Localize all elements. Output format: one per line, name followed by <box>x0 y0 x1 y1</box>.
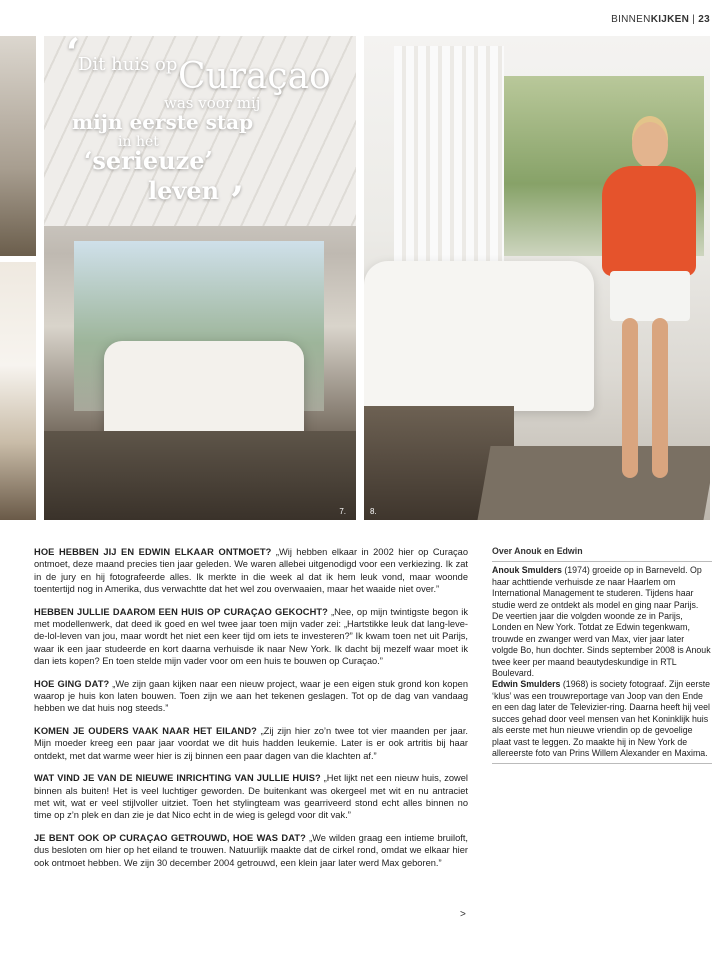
quote-part-6: ‘serieuze’ <box>84 146 213 175</box>
section-name-bold: KIJKEN <box>650 14 690 25</box>
interview-question: HOE HEBBEN JIJ EN EDWIN ELKAAR ONTMOET? <box>34 547 272 557</box>
woman-white-shorts <box>610 271 690 321</box>
interview-answer: „Het lijkt net een nieuw huis, zowel binnen als buiten! Het is veel luchtiger geworden. De buitenkant was okergeel met wit en nu antraciet met wit, wat er veel stijlvoller uitziet. Toen het stylingteam was gearriveerd stond echt alles binnen no time op z’n plek en dan zie je dat Nico echt in de wieg is gelegd voor dit vak.” <box>34 773 468 821</box>
interview-question: HEBBEN JULLIE DAAROM EEN HUIS OP CURAÇAO GEKOCHT? <box>34 606 328 617</box>
grey-rug <box>477 446 710 520</box>
qa-block <box>34 678 468 715</box>
strip-top-image <box>0 36 36 256</box>
interview-answer: „Zij zijn hier zo’n twee tot vier maanden per jaar. Mijn moeder kreeg een paar jaar voordat we dit huis hadden leukemie. Later is er ook artritis bij haar ontdekt, met dat warme weer hier is zij binnen een paar dagen van die klachten af.” <box>34 725 468 761</box>
quote-part-4: mijn eerste stap <box>72 110 254 134</box>
interview-article <box>34 546 468 879</box>
interview-answer: „Nee, op mijn twintigste begon ik met modellenwerk, dat deed ik goed en wel twee jaar toen mijn vader zei: „Hartstikke leuk dat lang-leve-de-lol-leven van jou, maar wordt het niet een keer tijd om iets te investeren?” Ik kwam toen net uit Parijs, waar ik een jaar studeerde en kort daarna verhuisde ik naar New York. Ik dacht bij mezelf waar moet ik dan iets kopen? En toen stelde mijn vader voor om een huis te bouwen op Curaçao.” <box>34 606 468 667</box>
sidebar-divider <box>492 561 712 562</box>
edwin-bio <box>492 679 712 759</box>
page-number: 23 <box>698 14 710 25</box>
quote-close-mark: ’ <box>230 178 244 225</box>
dark-sofa <box>44 431 356 520</box>
strip-bottom-image <box>0 262 36 520</box>
woman-leg-left <box>622 318 638 478</box>
sidebar-title: Over Anouk en Edwin <box>492 546 583 556</box>
white-sofa <box>364 261 594 411</box>
info-sidebar <box>492 546 712 764</box>
anouk-name: Anouk Smulders <box>492 565 562 576</box>
qa-block <box>34 832 468 869</box>
interview-answer: „We zijn gaan kijken naar een nieuw project, waar je een eigen stuk grond kon kopen waarop je huis kon laten bouwen. Toen zijn we aan het tekenen geslagen. Tot op de dag van vandaag hebben we dat huis nog steeds.” <box>34 678 468 714</box>
section-name-light: BINNEN <box>611 14 651 25</box>
edwin-text: (1968) is society fotograaf. Zijn eerste ‘klus’ was een trouwreportage van Joop van den Ende en een dag later de Televizier-ring. Daarna heeft hij veel succes gehad door veel mensen van het Koninklijk huis als eerste met hun nieuwe vriendin op de gevoelige plaat vast te leggen. Zo maakte hij in New York de allereerste foto van Prins Willem Alexander en Maxima. <box>492 679 711 758</box>
edwin-name: Edwin Smulders <box>492 679 561 690</box>
woman-orange-top <box>602 166 696 276</box>
quote-part-2: Curaçao <box>178 56 331 97</box>
anouk-bio <box>492 565 712 679</box>
header-separator: | <box>692 14 696 25</box>
interview-answer: „We wilden graag een intieme bruiloft, dus besloten om hier op het eiland te trouwen. Natuurlijk maakte dat de cirkel rond, omdat we elkaar hier ook ontmoet hebben. We zijn 30 december 2004 getrouwd, een klein jaar later werd Max geboren.” <box>34 832 468 868</box>
interview-question: WAT VIND JE VAN DE NIEUWE INRICHTING VAN JULLIE HUIS? <box>34 773 321 784</box>
quote-part-5: in het <box>118 134 159 150</box>
photo-number-7: 7. <box>339 507 346 516</box>
veranda-photo <box>364 36 710 520</box>
quote-part-7: leven <box>148 176 220 205</box>
quote-part-3: was voor mij <box>164 94 261 112</box>
interview-answer: „Wij hebben elkaar in 2002 hier op Curaçao ontmoet, deze maand precies tien jaar geleden. We waren allebei uitgenodigd voor een verkiezing. Ik zat in de jury en hij fotografeerde alles. Ik merkte in die week al dat ik hem leuk vond, maar woonde toentertijd nog in Amerika, dus verwachtte dat het wel zou overwaaien, maar het waaide niet over.” <box>34 547 468 595</box>
interview-question: KOMEN JE OUDERS VAAK NAAR HET EILAND? <box>34 725 257 736</box>
page-header <box>611 14 710 25</box>
interview-question: HOE GING DAT? <box>34 678 110 689</box>
woman-leg-right <box>652 318 668 478</box>
quote-open-mark: ‘ <box>66 30 80 77</box>
woman-head <box>632 122 668 168</box>
quote-part-1: Dit huis op <box>78 54 178 75</box>
anouk-text: (1974) groeide op in Barneveld. Op haar achttiende verhuisde ze naar Haarlem om International Management te studeren. Tijdens haar studie werd ze ontdekt als model en ging naar Parijs. De veertien jaar die volgden woonde ze in Parijs, Londen en New York. Totdat ze Edwin tegenkwam, trouwde en zwanger werd van Max, vier jaar later volgde Bo, hun dochter. Sinds september 2008 is Anouk twee keer per maand beautydeskundige in RTL Boulevard. <box>492 565 711 679</box>
qa-block <box>34 546 468 596</box>
sidebar-bottom-divider <box>492 763 712 764</box>
interview-question: JE BENT OOK OP CURAÇAO GETROUWD, HOE WAS DAT? <box>34 832 306 843</box>
left-edge-photo <box>0 36 36 520</box>
photo-number-8: 8. <box>370 507 377 516</box>
continue-arrow-icon: > <box>460 909 466 920</box>
qa-block <box>34 725 468 762</box>
qa-block <box>34 772 468 822</box>
qa-block <box>34 606 468 668</box>
pull-quote <box>44 30 356 236</box>
